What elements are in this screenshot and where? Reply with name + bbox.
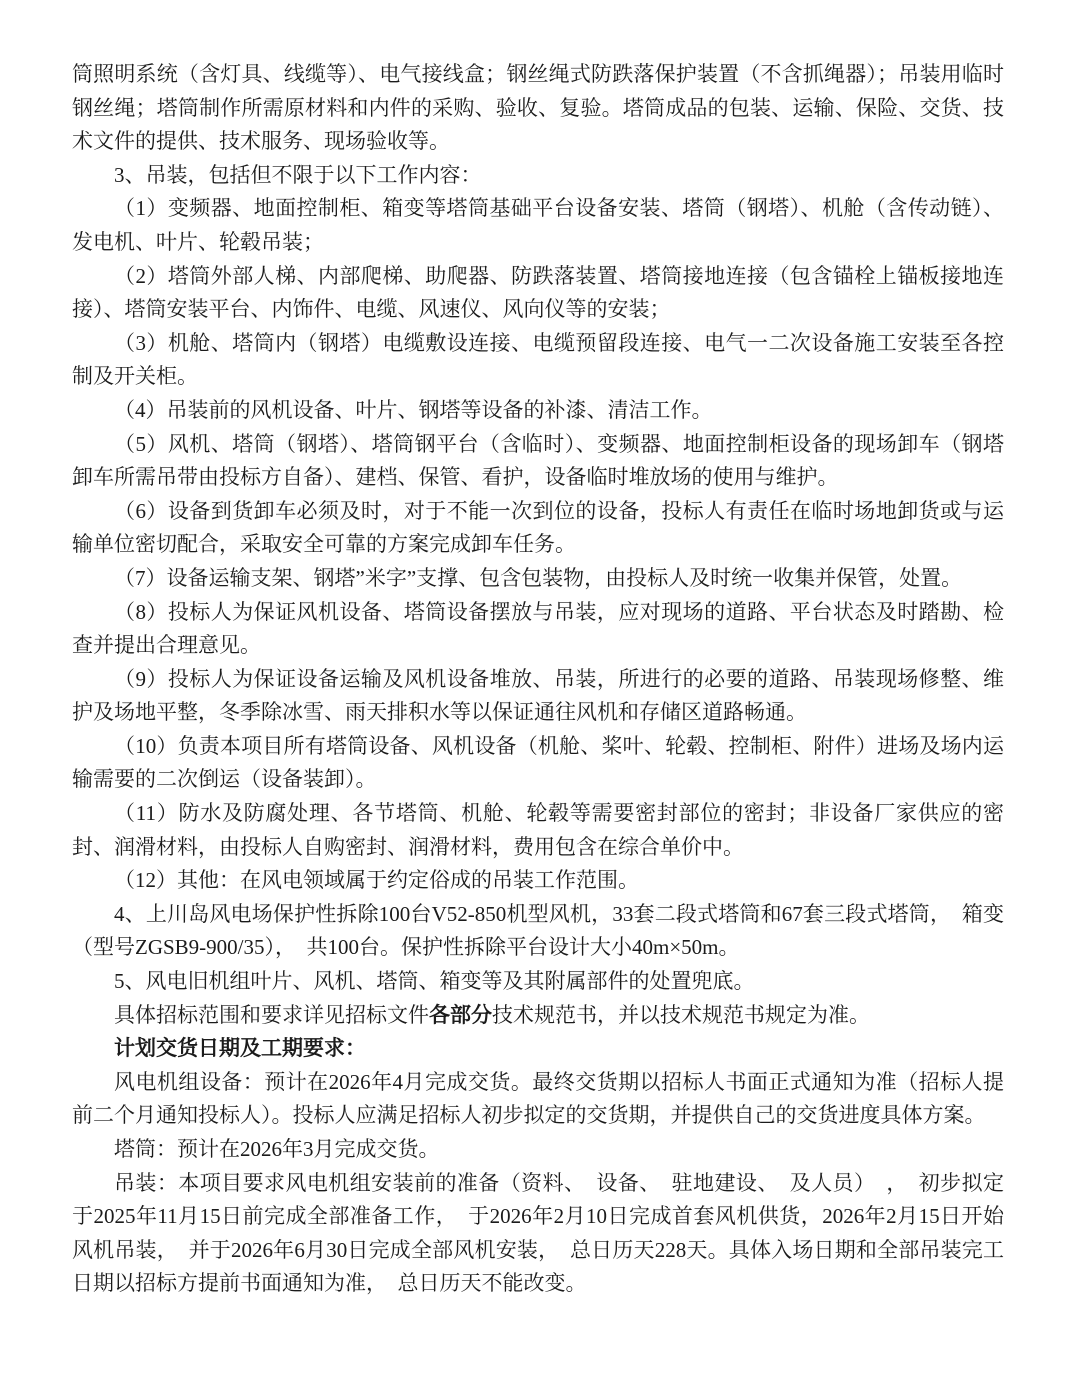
paragraph bbox=[72, 192, 1004, 259]
paragraph bbox=[72, 394, 1004, 428]
text-run: （11）防水及防腐处理、各节塔筒、机舱、轮毂等需要密封部位的密封；非设备厂家供应的密封、润滑材料，由投标人自购密封、润滑材料，费用包含在综合单价中。 bbox=[72, 801, 1004, 859]
paragraph bbox=[72, 965, 1004, 999]
text-run: （9）投标人为保证设备运输及风机设备堆放、吊装，所进行的必要的道路、吊装现场修整、维护及场地平整，冬季除冰雪、雨天排积水等以保证通往风机和存储区道路畅通。 bbox=[72, 666, 1004, 725]
text-run: （3）机舱、塔筒内（钢塔）电缆敷设连接、电缆预留段连接、电气一二次设备施工安装至各控制及开关柜。 bbox=[72, 330, 1004, 389]
paragraph bbox=[72, 663, 1004, 730]
paragraph bbox=[72, 596, 1004, 663]
paragraph bbox=[72, 562, 1004, 596]
text-run: （7）设备运输支架、钢塔”米字”支撑、包含包装物，由投标人及时统一收集并保管，处置。 bbox=[114, 565, 963, 590]
paragraph bbox=[72, 260, 1004, 327]
text-run: 吊装：本项目要求风电机组安装前的准备（资料、 设备、 驻地建设、 及人员） ， 初步拟定于2025年11月15日前完成全部准备工作， 于2026年2月10日完成首套风机供货，2026年2月15日开始风机吊装， 并于2026年6月30日完成全部风机安装， 总日历天228天。具体入场日期和全部吊装完工日期以招标方提前书面通知为准， 总日历天不能改变。 bbox=[72, 1170, 1004, 1296]
bold-text-run: 计划交货日期及工期要求： bbox=[114, 1036, 366, 1061]
text-run: 3、吊装，包括但不限于以下工作内容： bbox=[114, 162, 482, 187]
paragraph bbox=[72, 58, 1004, 159]
text-run: 5、风电旧机组叶片、风机、塔筒、箱变等及其附属部件的处置兜底。 bbox=[114, 969, 755, 994]
paragraph bbox=[72, 327, 1004, 394]
text-run: 具体招标范围和要求详见招标文件 bbox=[114, 1002, 429, 1027]
text-run: 风电机组设备：预计在2026年4月完成交货。最终交货期以招标人书面正式通知为准（招标人提前二个月通知投标人）。投标人应满足招标人初步拟定的交货期，并提供自己的交货进度具体方案。 bbox=[72, 1069, 1004, 1128]
text-run: （5）风机、塔筒（钢塔）、塔筒钢平台（含临时）、变频器、地面控制柜设备的现场卸车（钢塔卸车所需吊带由投标方自备）、建档、保管、看护，设备临时堆放场的使用与维护。 bbox=[72, 431, 1004, 490]
section-heading bbox=[72, 1032, 1004, 1066]
paragraph bbox=[72, 999, 1004, 1033]
text-run: （12）其他：在风电领域属于约定俗成的吊装工作范围。 bbox=[114, 868, 639, 893]
paragraph bbox=[72, 159, 1004, 193]
text-run: 塔筒：预计在2026年3月完成交货。 bbox=[114, 1137, 440, 1161]
text-run: 技术规范书，并以技术规范书规定为准。 bbox=[492, 1002, 870, 1027]
paragraph bbox=[72, 730, 1004, 797]
text-run: （4）吊装前的风机设备、叶片、钢塔等设备的补漆、清洁工作。 bbox=[114, 397, 713, 422]
paragraph bbox=[72, 428, 1004, 495]
paragraph bbox=[72, 898, 1004, 965]
paragraph bbox=[72, 495, 1004, 562]
paragraph bbox=[72, 1133, 1004, 1167]
text-run: 4、上川岛风电场保护性拆除100台V52-850机型风机，33套二段式塔筒和67套三段式塔筒， 箱变（型号ZGSB9-900/35）， 共100台。保护性拆除平台设计大小40m×50m。 bbox=[72, 901, 1004, 960]
text-run: （1）变频器、地面控制柜、箱变等塔筒基础平台设备安装、塔筒（钢塔）、机舱（含传动链）、发电机、叶片、轮毂吊装； bbox=[72, 196, 1004, 254]
document-body bbox=[72, 58, 1004, 1301]
text-run: （10）负责本项目所有塔筒设备、风机设备（机舱、桨叶、轮毂、控制柜、附件）进场及场内运输需要的二次倒运（设备装卸）。 bbox=[72, 733, 1004, 792]
paragraph bbox=[72, 797, 1004, 864]
text-run: （2）塔筒外部人梯、内部爬梯、助爬器、防跌落装置、塔筒接地连接（包含锚栓上锚板接地连接）、塔筒安装平台、内饰件、电缆、风速仪、风向仪等的安装； bbox=[72, 263, 1004, 322]
text-run: （8）投标人为保证风机设备、塔筒设备摆放与吊装，应对现场的道路、平台状态及时踏勘、检查并提出合理意见。 bbox=[72, 599, 1004, 658]
paragraph bbox=[72, 1167, 1004, 1301]
paragraph bbox=[72, 864, 1004, 898]
bold-text-run: 各部分 bbox=[429, 1002, 492, 1027]
paragraph bbox=[72, 1066, 1004, 1133]
text-run: 筒照明系统（含灯具、线缆等）、电气接线盒；钢丝绳式防跌落保护装置（不含抓绳器）；吊装用临时钢丝绳；塔筒制作所需原材料和内件的采购、验收、复验。塔筒成品的包装、运输、保险、交货、技术文件的提供、技术服务、现场验收等。 bbox=[72, 62, 1004, 154]
text-run: （6）设备到货卸车必须及时，对于不能一次到位的设备，投标人有责任在临时场地卸货或与运输单位密切配合，采取安全可靠的方案完成卸车任务。 bbox=[72, 498, 1004, 557]
